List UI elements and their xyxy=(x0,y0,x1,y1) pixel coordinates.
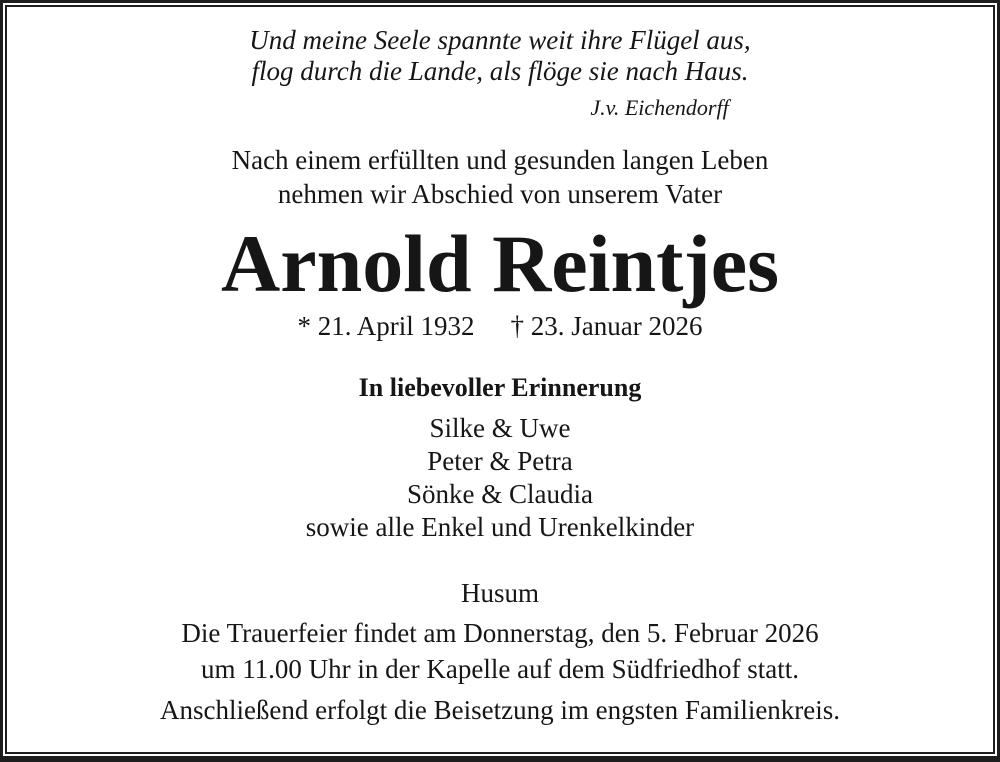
death-date: † 23. Januar 2026 xyxy=(510,311,703,341)
mourner-line: Sönke & Claudia xyxy=(407,479,593,509)
memorial-quote xyxy=(249,25,750,121)
intro-line-2: nehmen wir Abschied von unserem Vater xyxy=(277,179,723,209)
mourner-line: Peter & Petra xyxy=(427,446,573,476)
city-name: Husum xyxy=(460,578,539,608)
quote-attribution: J.v. Eichendorff xyxy=(590,95,729,120)
mourner-line: Silke & Uwe xyxy=(429,413,571,443)
deceased-name: Arnold Reintjes xyxy=(220,218,780,309)
birth-date: * 21. April 1932 xyxy=(297,311,475,341)
funeral-line-1: Die Trauerfeier findet am Donnerstag, den 5. Februar 2026 xyxy=(181,618,819,648)
funeral-details xyxy=(7,615,993,687)
funeral-line-2: um 11.00 Uhr in der Kapelle auf dem Südfriedhof statt. xyxy=(200,654,800,684)
obituary-notice xyxy=(5,5,995,754)
mourner-line: sowie alle Enkel und Urenkelkinder xyxy=(305,512,695,542)
intro-text xyxy=(7,143,993,211)
life-dates xyxy=(7,311,993,341)
remembrance-heading: In liebevoller Erinnerung xyxy=(358,373,642,402)
quote-line-1: Und meine Seele spannte weit ihre Flügel aus, xyxy=(249,25,751,55)
quote-line-2: flog durch die Lande, als flöge sie nach Haus. xyxy=(251,56,749,86)
closing-line: Anschließend erfolgt die Beisetzung im engsten Familienkreis. xyxy=(159,695,841,725)
intro-line-1: Nach einem erfüllten und gesunden langen Leben xyxy=(231,145,769,175)
mourners-list xyxy=(7,412,993,544)
